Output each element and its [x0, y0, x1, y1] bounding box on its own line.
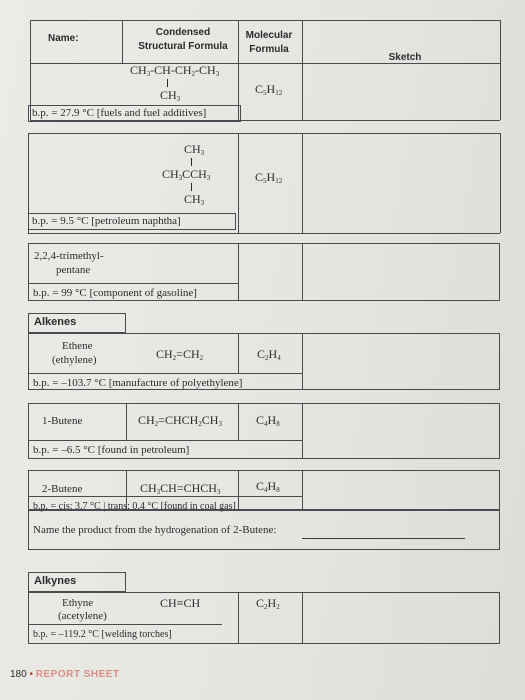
row1-info: b.p. = 27.9 °C [fuels and fuel additives] [32, 107, 207, 119]
table-divider [302, 592, 303, 644]
row3-name-line1: 2,2,4-trimethyl- [34, 250, 104, 262]
table-divider [238, 243, 239, 301]
table-line [30, 63, 500, 64]
table-divider [238, 592, 239, 644]
table-right-border [500, 133, 501, 233]
table-divider [302, 333, 303, 390]
table-divider [238, 403, 239, 440]
table-line [28, 373, 302, 374]
page-footer [10, 668, 120, 681]
page-number: 180 [10, 669, 27, 680]
ethyne-name-line1: Ethyne [62, 597, 94, 609]
row1-branch: $CH_3$ [160, 88, 181, 103]
row2-formula: $CH_3CCH_3$ [162, 167, 211, 182]
butene1-molecular: $C_4H_8$ [256, 413, 280, 428]
butene2-name: 2-Butene [42, 483, 83, 495]
butene2-formula: $CH_3CH=CHCH_3$ [140, 481, 221, 496]
hydrogenation-question: Name the product from the hydrogenation of 2-Butene: [33, 524, 277, 536]
butene2-info: b.p. = cis: 3.7 °C | trans: 0.4 °C [found in coal gas] [33, 501, 236, 512]
table-line [28, 624, 222, 625]
butene2-molecular: $C_4H_8$ [256, 479, 280, 494]
row2-top-branch: $CH_3$ [184, 142, 205, 157]
table-divider [238, 333, 239, 373]
bond-line [191, 158, 192, 166]
ethyne-name-line2: (acetylene) [58, 610, 107, 622]
row1-molecular: $C_5H_{12}$ [255, 82, 283, 97]
footer-bullet: • [29, 669, 33, 680]
butene1-formula: $CH_2=CHCH_2CH_3$ [138, 413, 222, 428]
table-divider [126, 403, 127, 440]
table-divider [238, 133, 239, 233]
alkynes-title: Alkynes [34, 575, 77, 587]
molecular-header-line1: Molecular [245, 30, 293, 41]
answer-blank[interactable] [302, 538, 465, 539]
table-line [28, 440, 302, 441]
table-right-border [500, 20, 501, 120]
ethene-name-line1: Ethene [62, 340, 93, 352]
ethene-info: b.p. = –103.7 °C [manufacture of polyethylene] [33, 377, 243, 389]
table-divider [302, 470, 303, 510]
ethene-name-line2: (ethylene) [52, 354, 97, 366]
butene1-info: b.p. = –6.5 °C [found in petroleum] [33, 444, 190, 456]
table-top-border [30, 20, 500, 21]
table-line [28, 133, 500, 134]
ethyne-formula: CH≡CH [160, 596, 201, 610]
table-line [28, 233, 500, 234]
table-divider [238, 470, 239, 510]
footer-section: REPORT SHEET [35, 669, 120, 680]
table-divider [302, 20, 303, 120]
sketch-header: Sketch [388, 52, 422, 63]
butene1-name: 1-Butene [42, 415, 83, 427]
condensed-header-line2: Structural Formula [138, 41, 228, 52]
row2-bottom-branch: $CH_3$ [184, 192, 205, 207]
table-line [28, 283, 238, 284]
table-line [28, 496, 302, 497]
ethyne-molecular: $C_2H_2$ [256, 596, 280, 611]
table-divider [302, 133, 303, 233]
table-divider [122, 20, 123, 63]
table-divider [302, 403, 303, 459]
table-divider [302, 243, 303, 301]
name-header: Name: [48, 33, 79, 44]
ethene-formula: $CH_2=CH_2$ [156, 347, 204, 362]
row2-info: b.p. = 9.5 °C [petroleum naphtha] [32, 215, 181, 227]
ethene-molecular: $C_2H_4$ [257, 347, 281, 362]
ethyne-info: b.p. = –119.2 °C [welding torches] [33, 629, 172, 640]
condensed-header-line1: Condensed [155, 27, 211, 38]
row3-name-line2: pentane [56, 264, 91, 276]
bond-line [191, 183, 192, 191]
molecular-header-line2: Formula [249, 44, 289, 55]
row1-formula: $CH_3-CH-CH_2-CH_3$ [130, 63, 220, 78]
bond-line [167, 79, 168, 87]
row3-info: b.p. = 99 °C [component of gasoline] [33, 287, 197, 299]
row2-molecular: $C_5H_{12}$ [255, 170, 283, 185]
alkenes-title: Alkenes [34, 316, 77, 328]
